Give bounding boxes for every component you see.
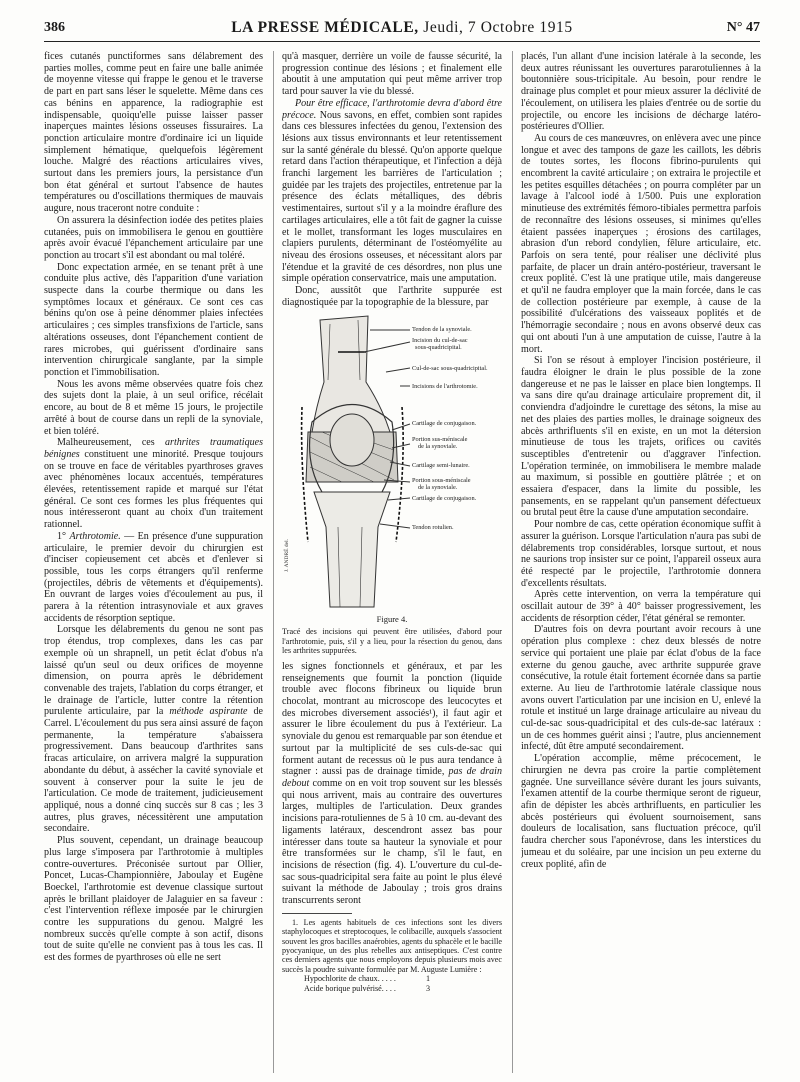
paragraph xyxy=(282,98,502,285)
paragraph xyxy=(282,661,502,907)
italic-term: Pour être efficace, l'arthrotomie devra d'abord être précoce. xyxy=(282,97,502,121)
figure-label: sous-quadricipital. xyxy=(415,344,462,352)
italic-term: méthode aspirante xyxy=(169,706,248,718)
page-header xyxy=(44,18,760,40)
journal-title xyxy=(44,19,760,37)
column-separator xyxy=(273,51,274,1073)
column-middle xyxy=(282,51,502,1077)
paragraph: On assurera la désinfection iodée des petites plaies cutanées, puis on immobilisera le genou en gouttière après avoir évacué l'épanchement articulaire par une ponction au trocart s'il est abondant ou mal toléré. xyxy=(44,214,263,261)
paragraph: Nous les avons même observées quatre fois chez des sujets dont la plaie, à un seul orifice, récélait encore, au bout de 8 et même 15 jours, le projectile arrêté à bout de course dans un repli de la synoviale, et bien toléré. xyxy=(44,378,263,437)
figure-label: de la synoviale. xyxy=(418,484,458,492)
figure-knee-diagram xyxy=(282,312,502,612)
figure-label: Portion sus-méniscale xyxy=(412,436,468,444)
text-run: les signes fonctionnels et généraux, et par les renseignements que fournit la ponction (liquide trouble avec flocons fibrineux ou liquide brun chocolat, montrant au microscope des leucocytes et des microbes diversement associés¹), il faut agir et assurer le libre écoulement du pus à l'extérieur. La synoviale du genou est remarquable par son étendue et surtout par la multiplicité de ses culs-de-sac qui forment autant de recessus où le pus aura tendance à stagner : aussi pas de drainage timide, xyxy=(282,660,502,778)
column-separator xyxy=(512,51,513,1073)
issue-number: N° 47 xyxy=(726,20,760,35)
text-run: — En présence d'une suppuration articulaire, le premier devoir du chirurgien est d'inciser copieusement cet abcès et d'enlever si possible, tous les corps étrangers qu'il renferme (projectiles, débris de vêtements et d'équipements). En ouvrant de larges voies d'écoulement au pus, il parera à la rétention intrasynoviale et aux graves accidents de résorption septique. xyxy=(44,530,263,624)
header-rule xyxy=(44,41,760,42)
journal-name: LA PRESSE MÉDICALE, xyxy=(231,19,419,36)
paragraph: Après cette intervention, on verra la température qui oscillait autour de 39° à 40° baisser progressivement, les accidents de résorption céder, l'état général se remonter. xyxy=(521,589,761,624)
italic-term: pas de drain debout xyxy=(282,766,502,789)
recipe-line xyxy=(304,974,502,984)
figure-caption: Figure 4. xyxy=(376,614,408,625)
section-heading: Arthrotomie. xyxy=(69,530,121,542)
paragraph: fices cutanés punctiformes sans délabrement des parties molles, comme peut en faire une balle animée de moyenne vitesse qui frappe le genou et le traverse de part en part sans léser le squelette. Même dans ces cas bénins en apparence, la radiographie est indispensable, quoiqu'elle puisse laisser passer inaperçues maintes lésions osseuses fissuraires. La ponction articulaire montre d'ordinaire ici un liquide simplement hématique, quelquefois légèrement louche. Malgré des réactions articulaires vives, surtout dans les premiers jours, la persistance d'un bon état général et surtout l'absence de hautes températures ou d'oscillations thermiques de mauvais augure, nous traceront notre conduite : xyxy=(44,51,263,215)
figure-label: Tendon rotulien. xyxy=(412,524,454,532)
paragraph: Donc, aussitôt que l'arthrite suppurée est diagnostiquée par la topographie de la blessure, par xyxy=(282,285,502,308)
paragraph: Plus souvent, cependant, un drainage beaucoup plus large s'imposera par l'arthrotomie à multiples contre-ouvertures. Préconisée surtout par Ollier, Poncet, Lucas-Championnière, Jaboulay et Eugène Boeckel, l'arthrotomie est devenue classique surtout après le brillant plaidoyer de Jalaguier en sa faveur : c'est l'intervention réflexe imposée par le chirurgien contre les suppurations du genou. Malgré les nombreux succès qu'elle compte à son actif, disons tout de suite qu'elle ne convient pas à tous les cas. Il est des formes de pyarthroses où elle ne sert xyxy=(44,835,263,964)
text-run: constituent une minorité. Presque toujours on se trouve en face de véritables pyarthroses graves avec phénomènes locaux accentués, températures élevées, retentissement rapide et marqué sur l'état général. Ce sont ces formes les plus fréquentes qui nous intéresseront quant au choix d'un traitement rationnel. xyxy=(44,448,263,531)
figure-label: Cartilage de conjugaison. xyxy=(412,495,477,503)
figure-label: de la synoviale. xyxy=(418,443,458,451)
figure-legend: Tracé des incisions qui peuvent être utilisées, d'abord pour l'arthrotomie, puis, s'il y a lieu, pour la résection du genou, dans les arthrites suppurées. xyxy=(282,627,502,656)
column-right xyxy=(521,51,761,1077)
paragraph: qu'à masquer, derrière un voile de fausse sécurité, la progression continue des lésions ; et finalement elle aboutit à une amputation qui peut même arriver trop tard pour sauver la vie du blessé. xyxy=(282,51,502,98)
paragraph xyxy=(44,437,263,531)
figure-label: Incisions de l'arthrotomie. xyxy=(412,383,478,391)
paragraph: placés, l'un allant d'une incision latérale à la seconde, les deux autres réunissant les ouvertures pararotuliennes à la boutonnière sous-tricipitale. Au besoin, pour rendre le drainage plus complet et pour mieux assurer la déclivité de l'écoulement, on utilisera les plaies d'entrée ou de sortie du projectile, ou encore les incisions de décharge latéro-postérieures d'Ollier. xyxy=(521,51,761,133)
figure-label: Portion sous-méniscale xyxy=(412,477,471,485)
text-run: de Carrel. L'écoulement du pus sera ainsi assuré de façon permanente, la température s'abaissera progressivement. Dans beaucoup d'arthrites sans fracas articulaire, on arrivera malgré la suppuration abondante du début, à assécher la cavité synoviale et souvent à conserver pour la suite le jeu de l'articulation. Ce mode de traitement, judicieusement appliqué, nous a donné cinq succès sur 8 cas ; les 3 autres, plus graves, nécessitèrent une amputation secondaire. xyxy=(44,706,263,835)
text-run: Nous savons, en effet, combien sont rapides dans ces blessures infectées du genou, l'extension des lésions aux tissus environnants et leur retentissement sur la santé générale du blessé. Qu'on apporte quelque retard dans l'action thérapeutique, et l'infection a déjà franchi largement les barrières de l'articulation ; guidée par les trajets des projectiles, entretenue par la présence des éclats métalliques, des débris vestimentaires, surtout s'il y a la moindre éraflure des cartilages articulaires, elle a tôt fait de gagner la cuisse et le mollet, transformant les loges musculaires en clapiers purulents, déterminant de l'ostéomyélite au niveau des érosions osseuses, et nécessitant alors par l'étendue et la gravité de ces désordres, non plus une simple opération conservatrice, mais une amputation. xyxy=(282,109,502,285)
figure-label: Cartilage de conjugaison. xyxy=(412,420,477,428)
footnote-rule xyxy=(282,913,352,914)
recipe-quantity: 1 xyxy=(426,974,431,984)
page-number: 386 xyxy=(44,20,65,35)
figure-label: Incision du cul-de-sac xyxy=(412,337,468,345)
text-run: 1° xyxy=(57,530,70,542)
recipe-line xyxy=(304,984,502,994)
paragraph: Donc expectation armée, en se tenant prêt à une conduite plus active, dès l'apparition d'une variation suspecte dans la courbe thermique ou dans les symptômes locaux et généraux. Ce sont ces cas bénins qu'on ose à peine dénommer plaies infectées articulaires ; ces simples transfixions de l'article, sans altérations osseuses, dont l'épanchement contient de rares microbes, qui guérissent d'ordinaire sans intervention chirurgicale sanglante, par la simple ponction et l'immobilisation. xyxy=(44,261,263,378)
figure-label: Cartilage semi-lunaire. xyxy=(412,462,470,470)
paragraph: Pour nombre de cas, cette opération économique suffit à assurer la guérison. Lorsque l'articulation n'aura pas subi de délabrements trop considérables, lorsque surtout, et nous ne saurions trop insister sur ce point, l'appareil osseux aura été respecté par le projectile, l'arthrotomie donnera d'excellents résultats. xyxy=(521,519,761,589)
paragraph: Si l'on se résout à employer l'incision postérieure, il faudra éloigner le drain le plus possible de la zone dangereuse et ne pas le laisser en place bien longtemps. Il va sans dire qu'au drainage articulaire proprement dit, il conviendra d'adjoindre le curettage des sétons, la mise au net des plaies des parties molles, le drainage soigneux des abcès arthrifluents s'il en existe, en un mot la détersion minutieuse de tous les trajets, orifices ou cavités susceptibles d'entretenir ou d'aggraver l'infection. L'opération terminée, on immobilisera le membre malade au maximum, si possible en gouttière plâtrée ; et on essaiera d'espacer, dans la limite du possible, les pansements, en se rappelant qu'un pansement défectueux ou brutal peut être la cause d'une amputation secondaire. xyxy=(521,355,761,519)
paragraph xyxy=(44,531,263,625)
figure-label: Tendon de la synoviale. xyxy=(412,326,472,334)
footnote: 1. Les agents habituels de ces infections sont les divers staphylocoques et streptocoques, le colibacille, auxquels s'associent souvent les gros bacilles anaérobies, agents du sphacèle et le bacille pyocyanique, un des plus rebelles aux antiseptiques. C'est contre ces derniers agents que nous employons depuis plusieurs mois avec succès la poudre suivante formulée par M. Auguste Lumière : xyxy=(282,917,502,974)
paragraph: L'opération accomplie, même précocement, le chirurgien ne devra pas croire la partie complètement gagnée. Une surveillance sévère durant les jours suivants, l'examen attentif de la courbe thermique seront de rigueur, afin de dépister les abcès arthrifluents, en particulier les abcès postérieurs qui évoluent sournoisement, sans douleurs de localisation, sans fluctuation précoce, qu'il faudra chercher sous l'aponévrose, dans les interstices du jumeau et du soléaire, par une incision un peu externe du creux poplité, afin de xyxy=(521,753,761,870)
issue-date: Jeudi, 7 Octobre 1915 xyxy=(423,19,573,36)
italic-term: arthrites traumatiques bénignes xyxy=(44,437,263,460)
text-run: Lorsque les délabrements du genou ne sont pas trop étendus, trop complexes, dans les cas par exemple où un shrapnell, un petit éclat d'obus n'a laissé qu'un seul ou deux orifices de moyenne dimension, on pourra après le débridement convenable des trajets, l'ablation du corps étranger, et le drainage de l'article, lutter contre la rétention purulente articulaire, par la xyxy=(44,624,263,718)
recipe-ingredient: Acide borique pulvérisé. . . . xyxy=(304,984,396,994)
text-run: comme on en voit trop souvent sur les blessés qui nous arrivent, mais au contraire des ouvertures larges, multiples de l'articulation. Deux grandes incisions para-rotuliennes de 5 à 10 cm. au-devant des ligaments latéraux, descendront assez bas pour intéresser dans toute sa hauteur la synoviale et pour être transformées sur le champ, s'il le faut, en incisions de résection (fig. 4). L'ouverture du cul-de-sac sous-quadricipital sera faite au point le plus élevé suivant la méthode de Jaboulay ; trois gros drains transcurrents seront xyxy=(282,777,502,907)
recipe-quantity: 3 xyxy=(426,984,431,994)
paragraph: D'autres fois on devra pourtant avoir recours à une opération plus complexe : chez deux blessés de notre service qui portaient une plaie par éclat d'obus de la face externe du genou gauche, avec arthrite suppurée grave consécutive, la rotule était fortement écornée dans sa partie externe. Au lieu de l'arthrotomie latérale classique nous avons ouvert l'articulation par une incision en U, enlevé la rotule et institué un large drainage articulaire au niveau du cul-de-sac sous-quadricipital et des culs-de-sac latéraux : un de ces hommes guérit ainsi ; l'autre, plus anciennement infecté, dût être amputé secondairement. xyxy=(521,624,761,753)
figure-label: Cul-de-sac sous-quadricipital. xyxy=(412,365,488,373)
artist-signature: J. ANDRÉ del. xyxy=(284,539,290,573)
paragraph: Au cours de ces manœuvres, on enlèvera avec une pince longue et avec des tampons de gaze les caillots, les débris de toutes sortes, les flocons fibrino-purulents qui encombrent la cavité articulaire ; on extraira le projectile et les petites esquilles détachées ; on pourra compléter par un lavage à l'alcool iodé à 1/500. Puis une exploration minutieuse des extrémités fémoro-tibiales permettra parfois de reconnaître des lésions osseuses, si minimes qu'elles étaient passées inaperçues ; érosions des cartilages, abrasion d'un rebord condylien, fêlure articulaire, etc. Parfois on sera tenté, pour réaliser une déclivité plus parfaite, de placer un drain antéro-postérieur, traversant le creux poplité. C'est là une pratique utile, mais dangereuse et qu'il ne faudra employer que la main forcée, dans le cas de collection postérieure par exemple, à cause de la possibilité d'ulcérations des vaisseaux poplités et de l'hémorragie secondaire ; nous en avons observé deux cas qui ont abouti l'un à une amputation de cuisse, l'autre à la mort. xyxy=(521,132,761,355)
paragraph xyxy=(44,624,263,835)
text-run: Malheureusement, ces xyxy=(57,437,166,449)
column-left xyxy=(44,51,263,1077)
recipe-ingredient: Hypochlorite de chaux. . . . . xyxy=(304,974,396,984)
